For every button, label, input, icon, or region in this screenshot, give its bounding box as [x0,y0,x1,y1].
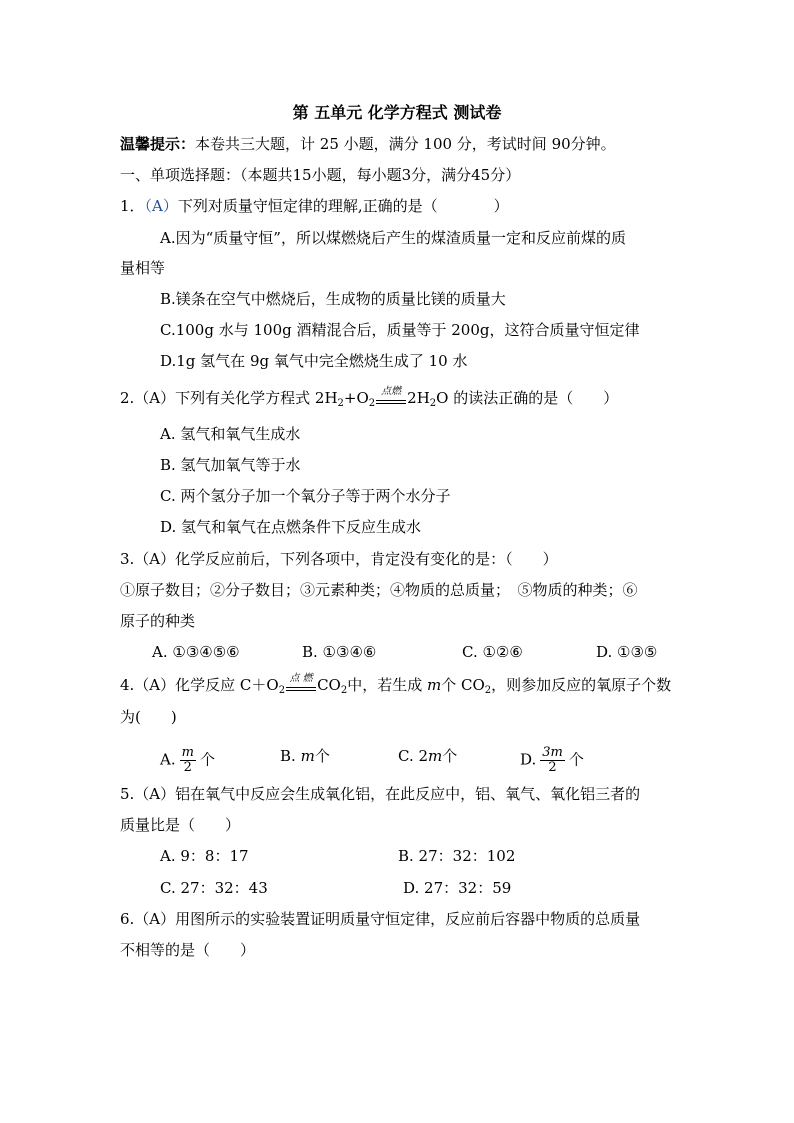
q4-sub: 2 [340,685,348,696]
q4-var-m: m [428,747,443,765]
q1-level: （A） [144,197,178,215]
q1-option-b: B.镁条在空气中燃烧后，生成物的质量比镁的质量大 [160,290,506,308]
q4-a-unit: 个 [199,750,215,769]
q4-var-m: m [300,747,315,765]
q1-close: ） [493,197,509,215]
reaction-arrow [285,673,317,696]
reaction-condition: 点燃 [381,386,402,397]
q4-option-c [398,746,457,766]
q4-sub: 2 [278,685,286,696]
q3-stem: 3.（A）化学反应前后，下列各项中，肯定没有变化的是：（ ） [120,550,558,568]
q1-text: 下列对质量守恒定律的理解,正确的是（ [177,197,438,215]
q4-b-unit: 个 [314,747,330,765]
reaction-condition: 点 燃 [289,673,313,684]
q2-tail: O 的读法正确的是（ ） [436,389,619,407]
q1-option-a: A.因为“质量守恒”，所以煤燃烧后产生的煤渣质量一定和反应前煤的质 [160,229,626,247]
q4-product: CO [317,676,341,694]
q3-option-a: A. ①③④⑤⑥ [152,643,240,661]
q4-c-label: C. 2 [398,747,429,765]
fraction [540,746,565,775]
q4-stem-cont: 为( ) [120,708,177,726]
q6-stem-cont: 不相等的是（ ） [120,941,256,959]
fraction-denominator: 2 [548,760,557,775]
fraction [180,746,196,775]
q4-lead: 4.（A）化学反应 C＋O [120,676,279,694]
q1-option-c: C.100g 水与 100g 酒精混合后，质量等于 200g，这符合质量守恒定律 [160,321,640,339]
q5-option-a: A. 9：8：17 [160,847,249,865]
q2-option-b: B. 氢气加氧气等于水 [160,456,301,474]
tip-text: 本卷共三大题，计 25 小题，满分 100 分，考试时间 90分钟。 [195,135,616,153]
tip-line [120,134,616,154]
section-heading: 一、单项选择题：（本题共15小题，每小题3分，满分45分） [120,166,521,184]
fraction-numerator: m [181,745,194,760]
q1-stem [120,196,509,216]
q4-b-label: B. [280,747,296,765]
q2-stem [120,388,618,409]
q2-option-c: C. 两个氢分子加一个氧分子等于两个水分子 [160,487,451,505]
q5-option-c: C. 27：32：43 [160,879,268,897]
q1-number: 1． [120,197,145,215]
q4-mid: 中，若生成 [347,676,427,694]
q4-mid2: 个 CO [441,676,485,694]
fraction-denominator: 2 [183,760,192,775]
q1-option-a-cont: 量相等 [120,259,166,277]
q2-sub: 2 [337,398,344,409]
q5-stem-cont: 质量比是（ ） [120,816,241,834]
q4-d-label: D. [520,750,537,769]
q5-option-b: B. 27：32：102 [398,847,516,865]
q2-product: 2H [407,389,430,407]
q2-sub: 2 [368,398,376,409]
page-title: 第 五单元 化学方程式 测试卷 [292,103,502,122]
q2-option-d: D. 氢气和氧气在点燃条件下反应生成水 [160,518,422,536]
q2-plus: +O [343,389,369,407]
q3-option-b: B. ①③④⑥ [302,643,377,661]
q5-option-d: D. 27：32：59 [403,879,512,897]
q4-tail: ，则参加反应的氧原子个数 [491,676,672,694]
q4-option-b [280,746,330,766]
reaction-arrow [375,386,407,409]
q4-sub: 2 [484,685,492,696]
q5-stem: 5.（A）铝在氧气中反应会生成氧化铝，在此反应中，铝、氧气、氧化铝三者的 [120,785,641,803]
q3-items: ①原子数目；②分子数目；③元素种类；④物质的总质量； ⑤物质的种类；⑥ [120,581,638,599]
q6-stem: 6.（A）用图所示的实验装置证明质量守恒定律，反应前后容器中物质的总质量 [120,910,641,928]
q4-stem [120,675,671,696]
q4-c-unit: 个 [442,747,458,765]
q3-option-d: D. ①③⑤ [596,643,658,661]
tip-label: 温馨提示： [120,135,196,153]
q3-items-cont: 原子的种类 [120,612,196,630]
fraction-numerator: 3m [542,745,563,760]
q1-option-d: D.1g 氢气在 9g 氧气中完全燃烧生成了 10 水 [160,352,468,370]
q3-option-c: C. ①②⑥ [462,643,523,661]
q4-d-unit: 个 [568,750,584,769]
q2-option-a: A. 氢气和氧气生成水 [160,425,301,443]
q4-var-m: m [427,676,442,694]
q4-option-d [520,746,584,775]
q2-lead: 2.（A）下列有关化学方程式 2H [120,389,338,407]
q4-option-a [160,746,215,775]
q4-a-label: A. [160,750,176,769]
q2-sub: 2 [429,398,437,409]
